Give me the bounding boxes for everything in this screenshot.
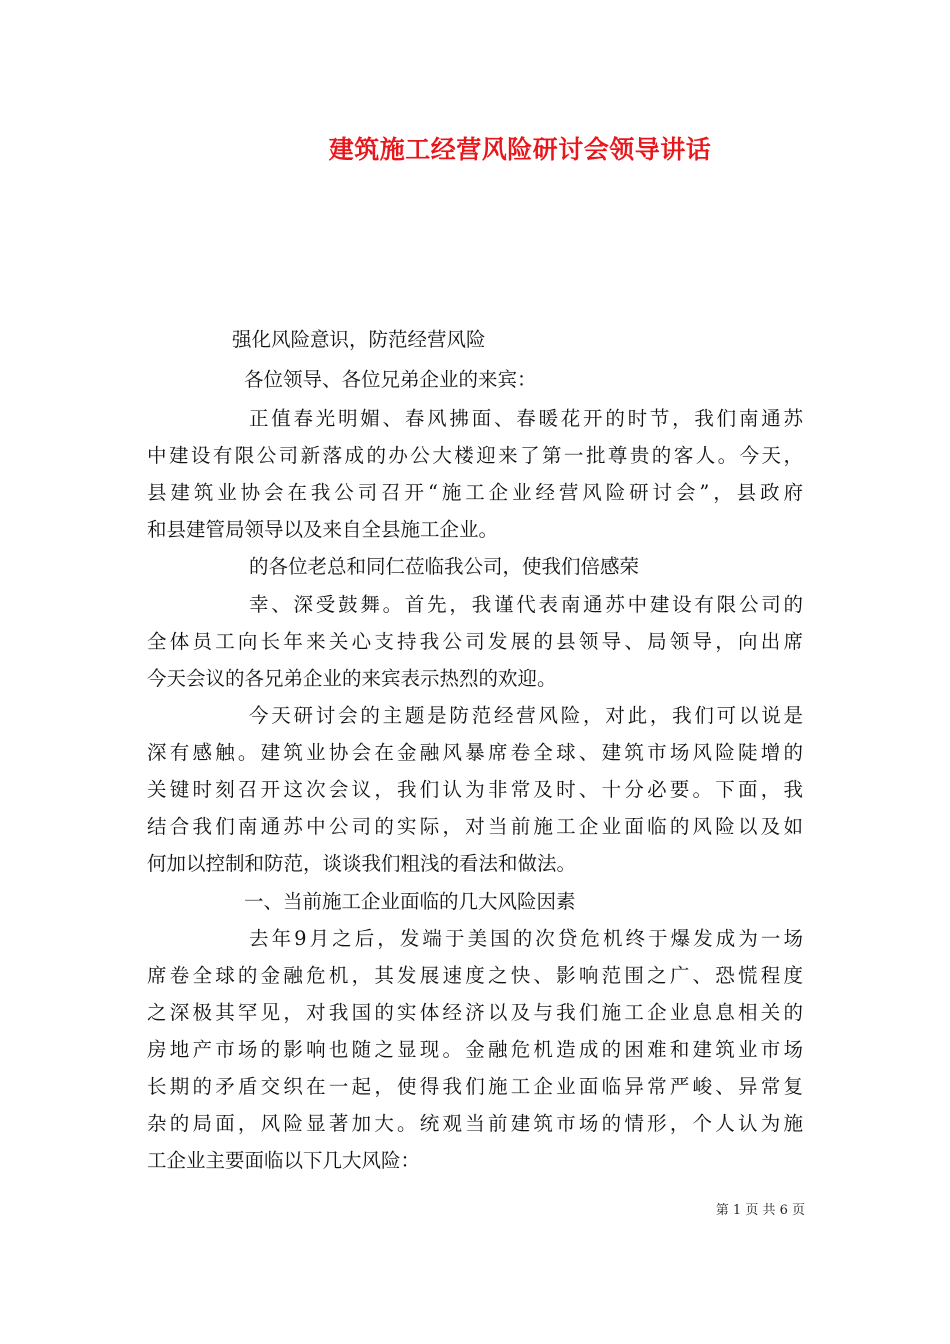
paragraph-line: 席卷全球的金融危机，其发展速度之快、影响范围之广、恐慌程度 [147,964,803,987]
paragraph-line: 去年9月之后，发端于美国的次贷危机终于爆发成为一场 [249,927,803,950]
paragraph-line: 关键时刻召开这次会议，我们认为非常及时、十分必要。下面，我 [147,778,803,801]
paragraph-line: 全体员工向长年来关心支持我公司发展的县领导、局领导，向出席 [147,630,803,653]
paragraph-line: 深有感触。建筑业协会在金融风暴席卷全球、建筑市场风险陡增的 [147,741,803,764]
paragraph-line: 正值春光明媚、春风拂面、春暖花开的时节，我们南通苏 [249,407,803,430]
paragraph-line: 何加以控制和防范，谈谈我们粗浅的看法和做法。 [147,852,577,875]
paragraph-line: 之深极其罕见，对我国的实体经济以及与我们施工企业息息相关的 [147,1001,803,1024]
subtitle-line: 强化风险意识，防范经营风险 [232,328,486,351]
page-number: 第 1 页 共 6 页 [715,1203,805,1218]
paragraph-line: 中建设有限公司新落成的办公大楼迎来了第一批尊贵的客人。今天， [147,444,803,467]
paragraph-line: 和县建管局领导以及来自全县施工企业。 [147,518,499,541]
paragraph-line: 县建筑业协会在我公司召开“施工企业经营风险研讨会”，县政府 [147,481,803,504]
paragraph-line: 的各位老总和同仁莅临我公司，使我们倍感荣 [249,555,640,578]
page-title: 建筑施工经营风险研讨会领导讲话 [328,135,712,164]
paragraph-line: 房地产市场的影响也随之显现。金融危机造成的困难和建筑业市场 [147,1038,803,1061]
paragraph-line: 今天研讨会的主题是防范经营风险，对此，我们可以说是 [249,704,803,727]
paragraph-line: 杂的局面，风险显著加大。统观当前建筑市场的情形，个人认为施 [147,1112,803,1135]
paragraph-line: 今天会议的各兄弟企业的来宾表示热烈的欢迎。 [147,667,557,690]
paragraph-line: 结合我们南通苏中公司的实际，对当前施工企业面临的风险以及如 [147,815,803,838]
paragraph-line: 幸、深受鼓舞。首先，我谨代表南通苏中建设有限公司的 [249,593,803,616]
paragraph-line: 长期的矛盾交织在一起，使得我们施工企业面临异常严峻、异常复 [147,1075,803,1098]
paragraph-line: 工企业主要面临以下几大风险： [147,1149,421,1172]
salutation-line: 各位领导、各位兄弟企业的来宾： [244,368,537,391]
section-heading: 一、当前施工企业面临的几大风险因素 [244,890,576,913]
